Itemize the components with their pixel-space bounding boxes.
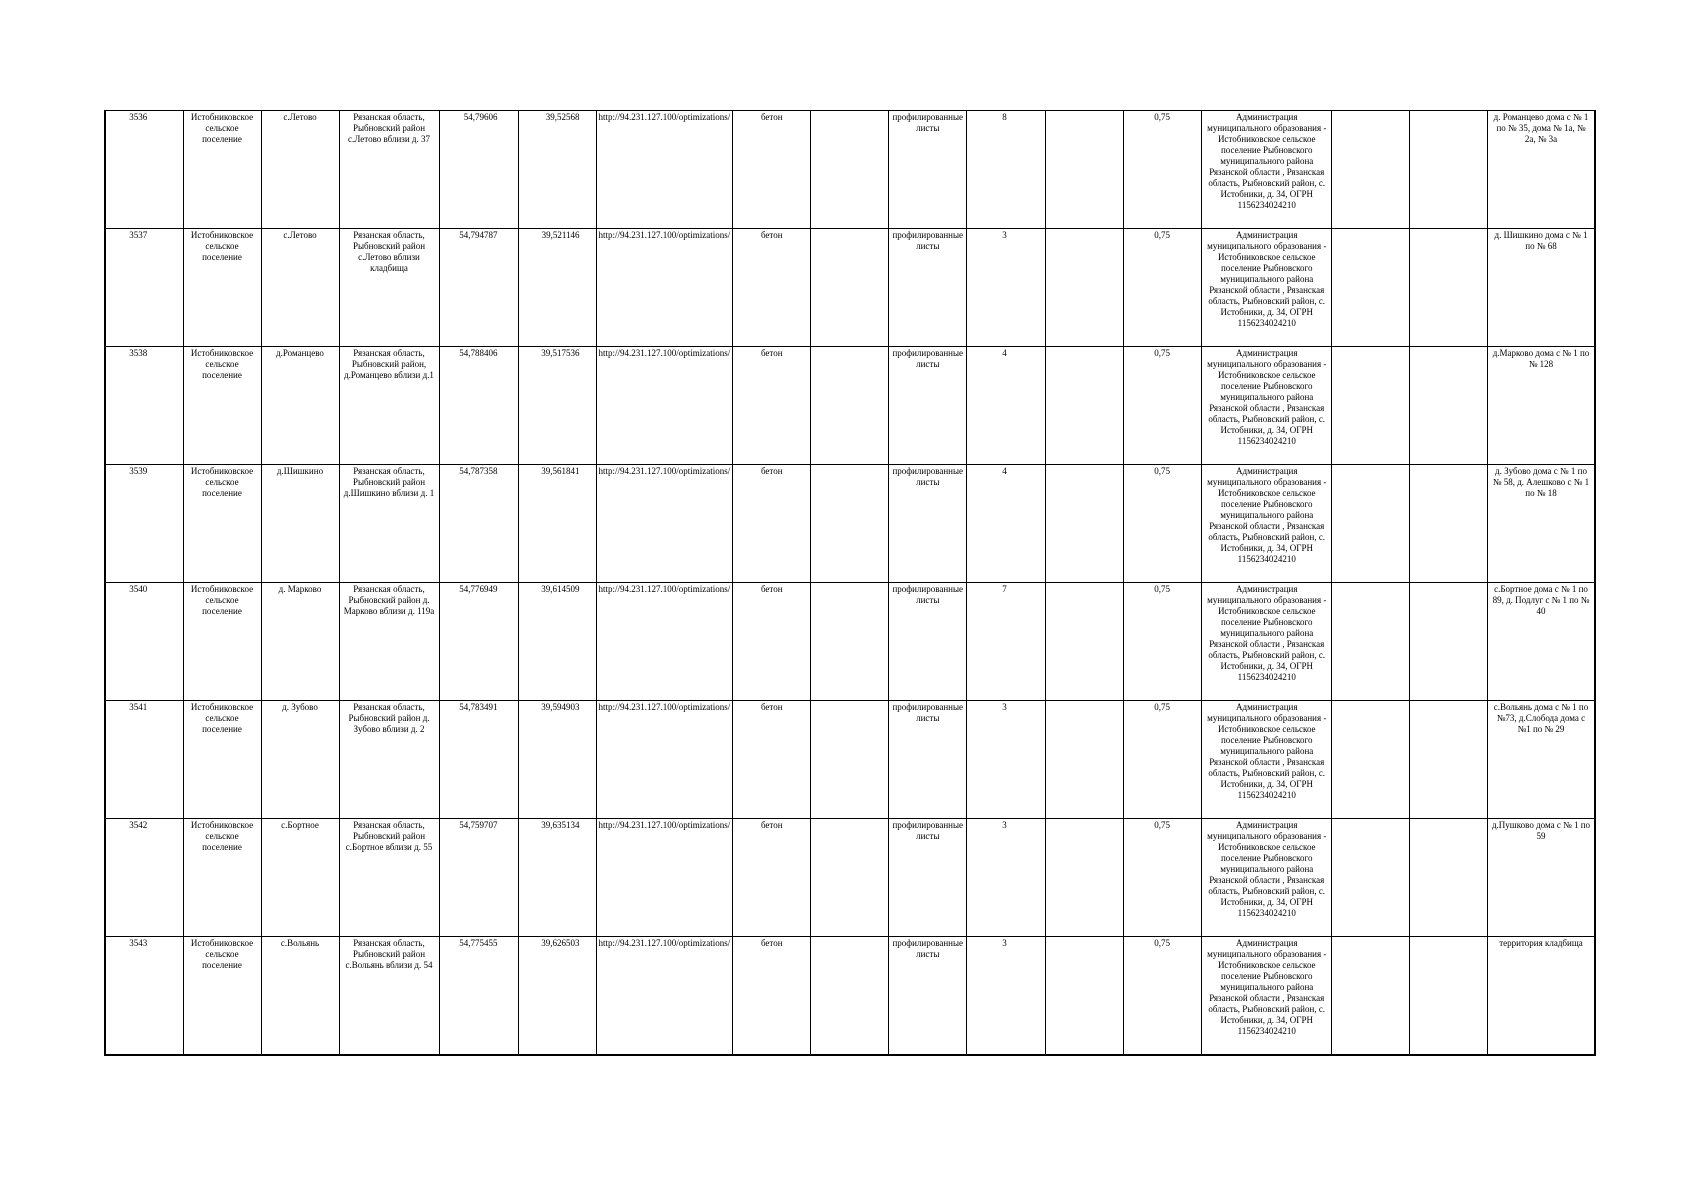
cell-owner: Администрация муниципального образования - Истобниковское сельское поселение Рыбновского муниципального района Рязанской области , Рязанская область, Рыбновский район, с. Истобники, д. 34, ОГРН 1156234024210	[1202, 583, 1332, 701]
cell-record-id: 3542	[105, 819, 183, 937]
cell-blank	[1332, 111, 1410, 229]
cell-map-link: http://94.231.127.100/optimizations/	[596, 937, 733, 1056]
cell-longitude: 39,614509	[518, 583, 596, 701]
cell-settlement: Истобниковское сельское поселение	[183, 701, 261, 819]
cell-record-id: 3541	[105, 701, 183, 819]
table-row	[105, 465, 1595, 583]
cell-fence-material: профилированные листы	[889, 937, 967, 1056]
cell-container-volume: 0,75	[1124, 347, 1202, 465]
table-row	[105, 347, 1595, 465]
cell-waste-sources: с.Бортное дома с № 1 по 89, д. Подлуг с № 1 по № 40	[1488, 583, 1595, 701]
cell-container-count: 3	[967, 819, 1046, 937]
cell-fence-material: профилированные листы	[889, 111, 967, 229]
cell-surface-type: бетон	[733, 583, 811, 701]
cell-container-count: 3	[967, 701, 1046, 819]
cell-map-link: http://94.231.127.100/optimizations/	[596, 819, 733, 937]
table-row	[105, 701, 1595, 819]
cell-address: Рязанская область, Рыбновский район с.Летово вблизи кладбища	[339, 229, 439, 347]
cell-container-volume: 0,75	[1124, 583, 1202, 701]
table-row	[105, 819, 1595, 937]
cell-container-volume: 0,75	[1124, 229, 1202, 347]
cell-address: Рязанская область, Рыбновский район д. Марково вблизи д. 119а	[339, 583, 439, 701]
cell-owner: Администрация муниципального образования - Истобниковское сельское поселение Рыбновского муниципального района Рязанской области , Рязанская область, Рыбновский район, с. Истобники, д. 34, ОГРН 1156234024210	[1202, 347, 1332, 465]
cell-settlement: Истобниковское сельское поселение	[183, 229, 261, 347]
table-row	[105, 229, 1595, 347]
cell-address: Рязанская область, Рыбновский район д.Шишкино вблизи д. 1	[339, 465, 439, 583]
cell-map-link: http://94.231.127.100/optimizations/	[596, 583, 733, 701]
cell-container-count: 3	[967, 229, 1046, 347]
cell-settlement: Истобниковское сельское поселение	[183, 347, 261, 465]
cell-fence-material: профилированные листы	[889, 819, 967, 937]
cell-blank	[1046, 465, 1124, 583]
cell-blank	[1410, 819, 1488, 937]
cell-fence-material: профилированные листы	[889, 701, 967, 819]
cell-container-count: 3	[967, 937, 1046, 1056]
cell-waste-sources: д.Пушково дома с № 1 по 59	[1488, 819, 1595, 937]
cell-blank	[811, 111, 889, 229]
cell-blank	[1410, 701, 1488, 819]
cell-blank	[1332, 229, 1410, 347]
cell-settlement: Истобниковское сельское поселение	[183, 465, 261, 583]
cell-fence-material: профилированные листы	[889, 465, 967, 583]
cell-fence-material: профилированные листы	[889, 583, 967, 701]
cell-owner: Администрация муниципального образования - Истобниковское сельское поселение Рыбновского муниципального района Рязанской области , Рязанская область, Рыбновский район, с. Истобники, д. 34, ОГРН 1156234024210	[1202, 937, 1332, 1056]
cell-locality: с.Летово	[261, 111, 339, 229]
cell-latitude: 54,775455	[439, 937, 518, 1056]
cell-surface-type: бетон	[733, 465, 811, 583]
table-row	[105, 937, 1595, 1056]
cell-blank	[1410, 347, 1488, 465]
cell-owner: Администрация муниципального образования - Истобниковское сельское поселение Рыбновского муниципального района Рязанской области , Рязанская область, Рыбновский район, с. Истобники, д. 34, ОГРН 1156234024210	[1202, 465, 1332, 583]
cell-surface-type: бетон	[733, 937, 811, 1056]
cell-owner: Администрация муниципального образования - Истобниковское сельское поселение Рыбновского муниципального района Рязанской области , Рязанская область, Рыбновский район, с. Истобники, д. 34, ОГРН 1156234024210	[1202, 229, 1332, 347]
cell-record-id: 3543	[105, 937, 183, 1056]
cell-blank	[811, 583, 889, 701]
cell-blank	[1046, 347, 1124, 465]
table-row	[105, 111, 1595, 229]
registry-table-body	[105, 111, 1595, 1056]
cell-record-id: 3539	[105, 465, 183, 583]
cell-blank	[1410, 229, 1488, 347]
cell-waste-sources: д. Шишкино дома с № 1 по № 68	[1488, 229, 1595, 347]
cell-fence-material: профилированные листы	[889, 229, 967, 347]
cell-longitude: 39,635134	[518, 819, 596, 937]
cell-latitude: 54,787358	[439, 465, 518, 583]
cell-blank	[1410, 465, 1488, 583]
cell-latitude: 54,788406	[439, 347, 518, 465]
cell-fence-material: профилированные листы	[889, 347, 967, 465]
cell-waste-sources: территория кладбища	[1488, 937, 1595, 1056]
cell-longitude: 39,521146	[518, 229, 596, 347]
cell-locality: д. Зубово	[261, 701, 339, 819]
cell-blank	[1410, 937, 1488, 1056]
cell-locality: с.Вольянь	[261, 937, 339, 1056]
cell-settlement: Истобниковское сельское поселение	[183, 111, 261, 229]
cell-map-link: http://94.231.127.100/optimizations/	[596, 229, 733, 347]
cell-container-volume: 0,75	[1124, 111, 1202, 229]
cell-locality: с.Летово	[261, 229, 339, 347]
cell-settlement: Истобниковское сельское поселение	[183, 937, 261, 1056]
cell-surface-type: бетон	[733, 347, 811, 465]
cell-blank	[1332, 465, 1410, 583]
cell-blank	[1332, 583, 1410, 701]
cell-blank	[811, 819, 889, 937]
cell-address: Рязанская область, Рыбновский район с.Летово вблизи д. 37	[339, 111, 439, 229]
cell-record-id: 3537	[105, 229, 183, 347]
cell-blank	[811, 229, 889, 347]
cell-blank	[811, 701, 889, 819]
cell-blank	[1332, 937, 1410, 1056]
cell-blank	[1046, 937, 1124, 1056]
cell-settlement: Истобниковское сельское поселение	[183, 583, 261, 701]
cell-blank	[1332, 347, 1410, 465]
cell-locality: с.Бортное	[261, 819, 339, 937]
table-row	[105, 583, 1595, 701]
cell-blank	[811, 465, 889, 583]
cell-container-volume: 0,75	[1124, 465, 1202, 583]
cell-surface-type: бетон	[733, 111, 811, 229]
cell-waste-sources: д. Романцево дома с № 1 по № 35, дома № 1а, № 2а, № 3а	[1488, 111, 1595, 229]
cell-container-count: 4	[967, 465, 1046, 583]
cell-owner: Администрация муниципального образования - Истобниковское сельское поселение Рыбновского муниципального района Рязанской области , Рязанская область, Рыбновский район, с. Истобники, д. 34, ОГРН 1156234024210	[1202, 701, 1332, 819]
cell-owner: Администрация муниципального образования - Истобниковское сельское поселение Рыбновского муниципального района Рязанской области , Рязанская область, Рыбновский район, с. Истобники, д. 34, ОГРН 1156234024210	[1202, 111, 1332, 229]
cell-waste-sources: д. Зубово дома с № 1 по № 58, д. Алешково с № 1 по № 18	[1488, 465, 1595, 583]
cell-locality: д. Марково	[261, 583, 339, 701]
cell-blank	[811, 937, 889, 1056]
cell-blank	[1046, 583, 1124, 701]
cell-container-count: 4	[967, 347, 1046, 465]
cell-map-link: http://94.231.127.100/optimizations/	[596, 701, 733, 819]
cell-container-volume: 0,75	[1124, 701, 1202, 819]
cell-settlement: Истобниковское сельское поселение	[183, 819, 261, 937]
cell-latitude: 54,794787	[439, 229, 518, 347]
cell-latitude: 54,776949	[439, 583, 518, 701]
cell-blank	[1046, 819, 1124, 937]
cell-map-link: http://94.231.127.100/optimizations/	[596, 111, 733, 229]
cell-blank	[1332, 819, 1410, 937]
cell-address: Рязанская область, Рыбновский район, д.Романцево вблизи д.1	[339, 347, 439, 465]
cell-locality: д.Шишкино	[261, 465, 339, 583]
cell-blank	[1046, 229, 1124, 347]
cell-address: Рязанская область, Рыбновский район с.Вольянь вблизи д. 54	[339, 937, 439, 1056]
cell-address: Рязанская область, Рыбновский район д. Зубово вблизи д. 2	[339, 701, 439, 819]
cell-blank	[811, 347, 889, 465]
cell-record-id: 3540	[105, 583, 183, 701]
cell-blank	[1410, 583, 1488, 701]
cell-map-link: http://94.231.127.100/optimizations/	[596, 465, 733, 583]
cell-map-link: http://94.231.127.100/optimizations/	[596, 347, 733, 465]
cell-blank	[1046, 701, 1124, 819]
cell-longitude: 39,561841	[518, 465, 596, 583]
cell-blank	[1410, 111, 1488, 229]
cell-latitude: 54,783491	[439, 701, 518, 819]
cell-locality: д.Романцево	[261, 347, 339, 465]
cell-address: Рязанская область, Рыбновский район с.Бортное вблизи д. 55	[339, 819, 439, 937]
cell-container-volume: 0,75	[1124, 819, 1202, 937]
cell-surface-type: бетон	[733, 229, 811, 347]
cell-record-id: 3536	[105, 111, 183, 229]
cell-record-id: 3538	[105, 347, 183, 465]
cell-longitude: 39,626503	[518, 937, 596, 1056]
cell-container-count: 7	[967, 583, 1046, 701]
cell-longitude: 39,594903	[518, 701, 596, 819]
cell-latitude: 54,759707	[439, 819, 518, 937]
cell-longitude: 39,517536	[518, 347, 596, 465]
cell-surface-type: бетон	[733, 819, 811, 937]
cell-surface-type: бетон	[733, 701, 811, 819]
cell-latitude: 54,79606	[439, 111, 518, 229]
cell-container-volume: 0,75	[1124, 937, 1202, 1056]
cell-waste-sources: д.Марково дома с № 1 по № 128	[1488, 347, 1595, 465]
cell-blank	[1046, 111, 1124, 229]
cell-waste-sources: с.Вольянь дома с № 1 по №73, д.Слобода дома с №1 по № 29	[1488, 701, 1595, 819]
cell-blank	[1332, 701, 1410, 819]
cell-longitude: 39,52568	[518, 111, 596, 229]
cell-container-count: 8	[967, 111, 1046, 229]
registry-table	[104, 110, 1596, 1056]
cell-owner: Администрация муниципального образования - Истобниковское сельское поселение Рыбновского муниципального района Рязанской области , Рязанская область, Рыбновский район, с. Истобники, д. 34, ОГРН 1156234024210	[1202, 819, 1332, 937]
